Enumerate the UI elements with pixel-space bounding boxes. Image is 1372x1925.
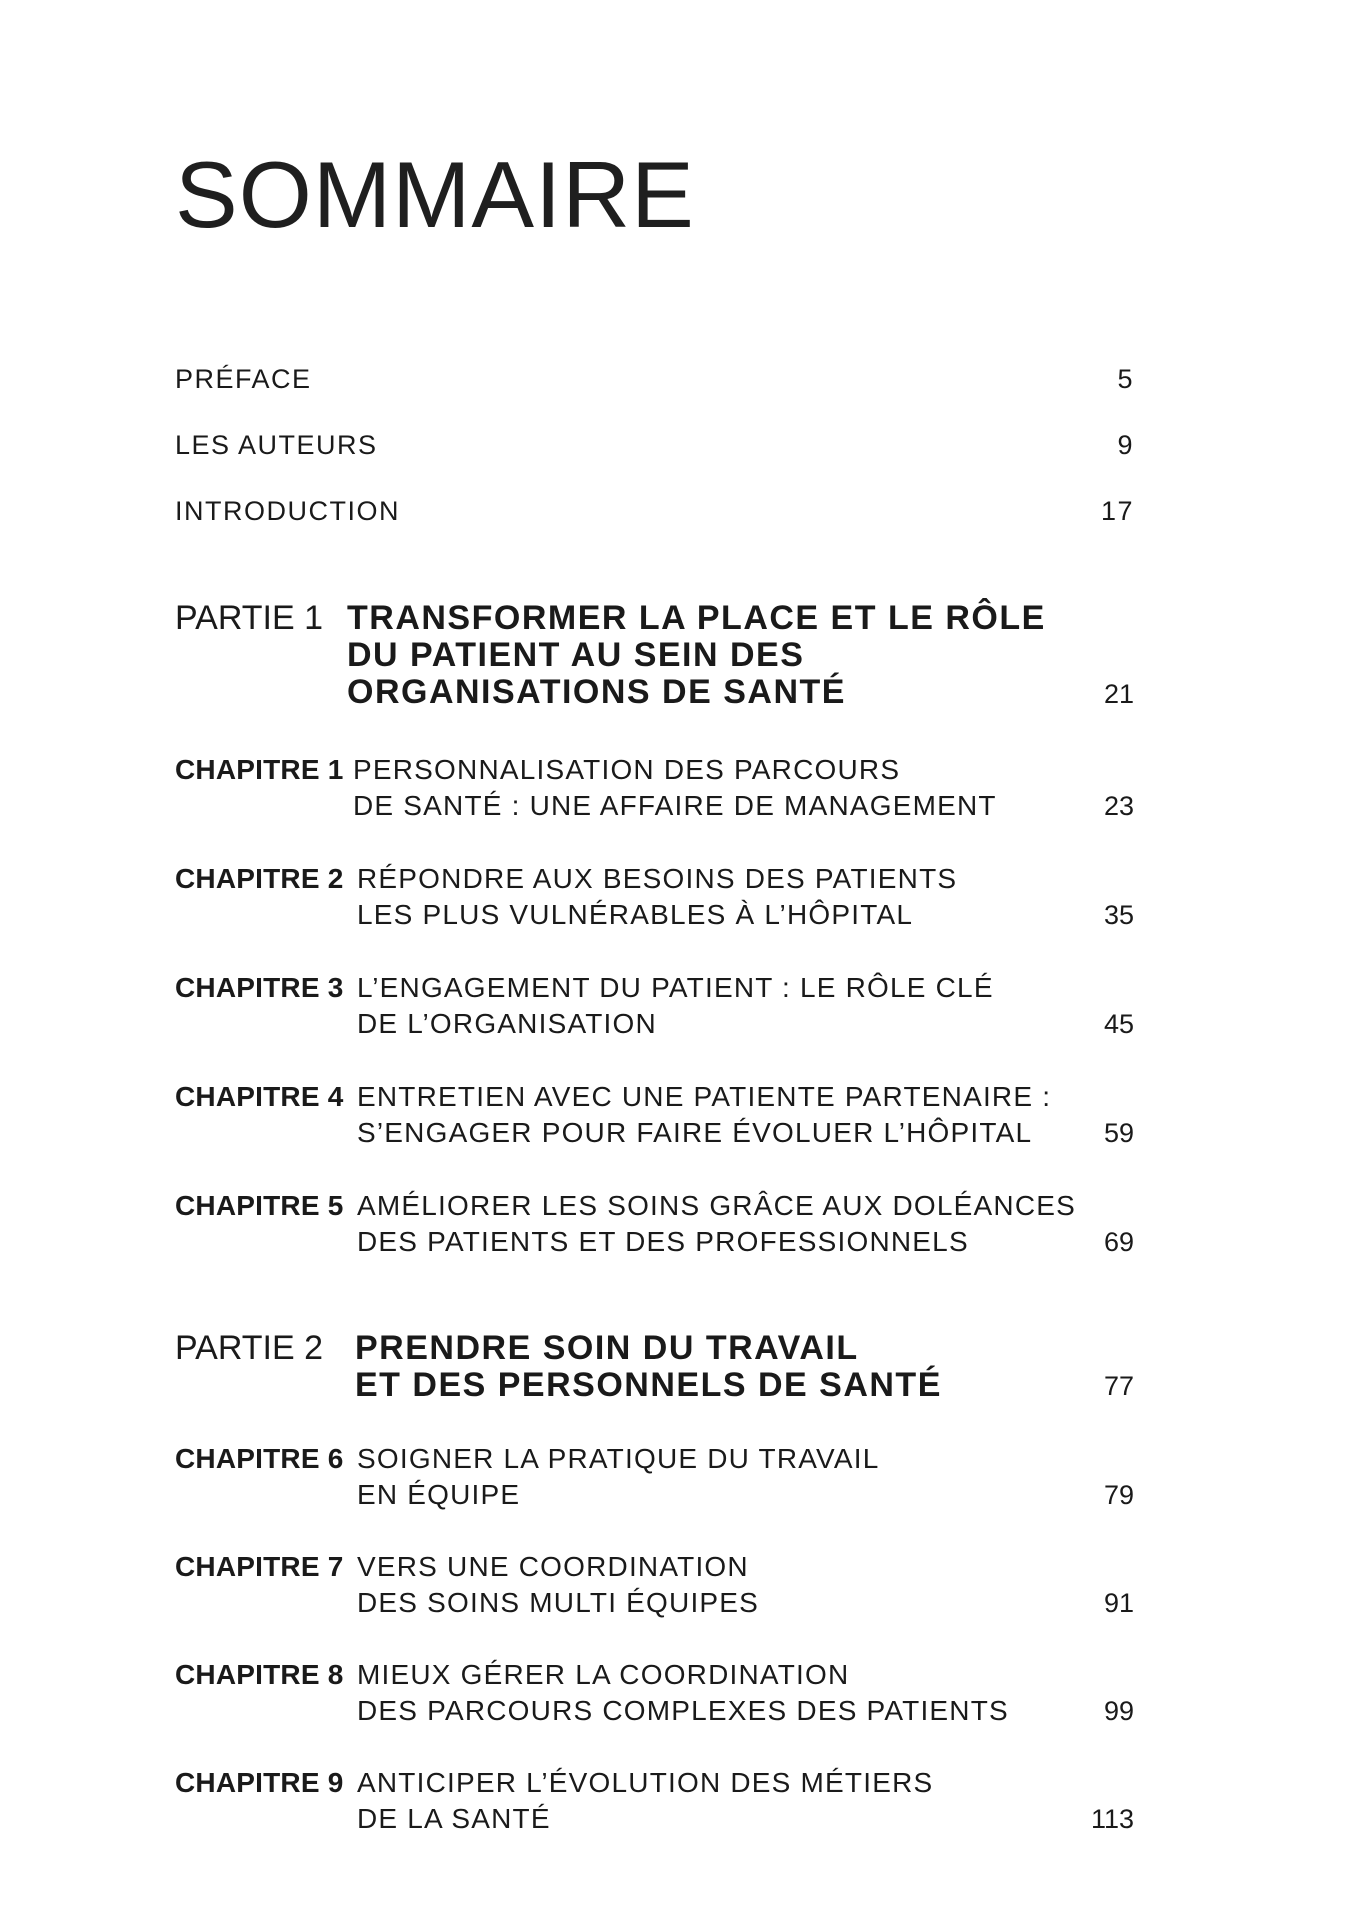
chapter-title: ENTRETIEN AVEC UNE PATIENTE PARTENAIRE : S’ENGAGER POUR FAIRE ÉVOLUER L’HÔPITAL	[357, 1081, 1052, 1148]
chapter-label: CHAPITRE 1	[175, 754, 344, 785]
toc-entry-auteurs[interactable]	[175, 430, 1134, 461]
chapter-label: CHAPITRE 6	[175, 1443, 344, 1474]
chapter-page: 69	[1103, 1227, 1134, 1257]
toc-entry-label: INTRODUCTION	[175, 496, 400, 526]
chapter-title: VERS UNE COORDINATION DES SOINS MULTI ÉQUIPES	[357, 1551, 760, 1618]
part-label: PARTIE 1	[175, 599, 324, 637]
toc-entry-page: 5	[1117, 364, 1134, 394]
chapter-title: PERSONNALISATION DES PARCOURS DE SANTÉ : UNE AFFAIRE DE MANAGEMENT	[353, 754, 997, 821]
chapter-title: RÉPONDRE AUX BESOINS DES PATIENTS LES PLUS VULNÉRABLES À L’HÔPITAL	[357, 863, 958, 930]
chapter-page: 91	[1103, 1588, 1134, 1618]
chapter-label: CHAPITRE 8	[175, 1659, 344, 1690]
toc-entry-page: 17	[1100, 496, 1134, 526]
part-title: PRENDRE SOIN DU TRAVAIL ET DES PERSONNELS DE SANTÉ	[355, 1329, 942, 1404]
chapter-title: L’ENGAGEMENT DU PATIENT : LE RÔLE CLÉ DE L’ORGANISATION	[357, 972, 994, 1039]
part-page: 77	[1103, 1371, 1134, 1401]
chapter-label: CHAPITRE 4	[175, 1081, 344, 1112]
part-label: PARTIE 2	[175, 1329, 324, 1367]
toc-entry-preface[interactable]	[175, 364, 1134, 395]
chapter-title: SOIGNER LA PRATIQUE DU TRAVAIL EN ÉQUIPE	[357, 1443, 880, 1510]
chapter-page: 79	[1103, 1480, 1134, 1510]
chapter-title: MIEUX GÉRER LA COORDINATION DES PARCOURS COMPLEXES DES PATIENTS	[357, 1659, 1009, 1726]
toc-entry-label: PRÉFACE	[175, 364, 312, 394]
chapter-label: CHAPITRE 7	[175, 1551, 344, 1582]
part-page: 21	[1103, 679, 1134, 709]
chapter-label: CHAPITRE 3	[175, 972, 344, 1003]
toc-entry-page: 9	[1117, 430, 1134, 460]
chapter-title: ANTICIPER L’ÉVOLUTION DES MÉTIERS DE LA SANTÉ	[357, 1767, 934, 1834]
part-title: TRANSFORMER LA PLACE ET LE RÔLE DU PATIENT AU SEIN DES ORGANISATIONS DE SANTÉ	[347, 599, 1046, 711]
page-title: SOMMAIRE	[175, 142, 695, 247]
toc-entry-label: LES AUTEURS	[175, 430, 378, 460]
chapter-label: CHAPITRE 9	[175, 1767, 344, 1798]
chapter-page: 59	[1103, 1118, 1134, 1148]
chapter-label: CHAPITRE 5	[175, 1190, 344, 1221]
chapter-page: 113	[1090, 1804, 1134, 1834]
chapter-title: AMÉLIORER LES SOINS GRÂCE AUX DOLÉANCES DES PATIENTS ET DES PROFESSIONNELS	[357, 1190, 1076, 1257]
chapter-page: 23	[1103, 791, 1134, 821]
chapter-page: 45	[1103, 1009, 1134, 1039]
chapter-label: CHAPITRE 2	[175, 863, 344, 894]
chapter-page: 99	[1103, 1696, 1134, 1726]
chapter-page: 35	[1103, 900, 1134, 930]
toc-entry-introduction[interactable]	[175, 496, 1134, 527]
